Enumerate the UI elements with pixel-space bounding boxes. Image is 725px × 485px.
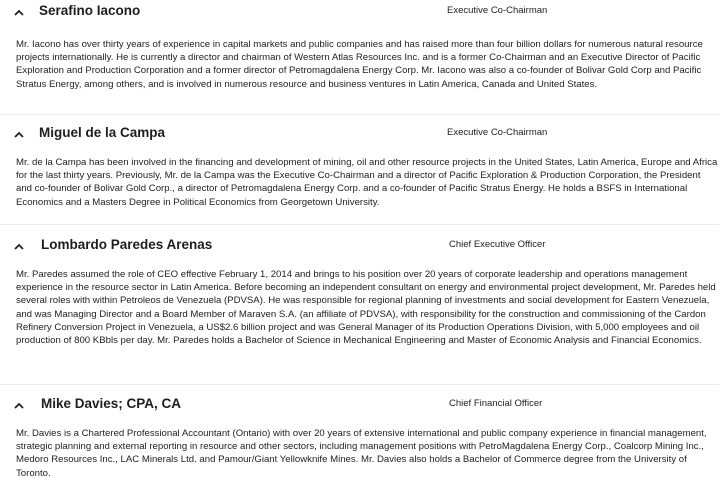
chevron-up-icon[interactable] [12,399,26,413]
executive-header[interactable] [0,0,719,30]
executive-panel-iacono [0,0,719,90]
divider [0,114,719,115]
executive-title: Executive Co-Chairman [447,127,548,138]
divider [0,224,719,225]
executive-header[interactable] [0,234,719,264]
executive-bio: Mr. de la Campa has been involved in the financing and development of mining, oil and other resource projects in the United States, Latin America, Europe and Africa for the last thirty years. Previously, Mr. de la Campa was the Executive Co-Chairman and a director of Pacific Exploration & Production Corporation, the President and co-founder of Bolivar Gold Corp., a director of Petromagdalena Energy Corp. and a co-founder of Pacific Stratus Energy. He holds a BSFS in International Economics and a Masters Degree in Political Economics from Georgetown University. [16,157,718,208]
executive-panel-davies [0,393,719,479]
executive-title: Executive Co-Chairman [447,5,548,16]
executive-name: Miguel de la Campa [39,125,166,140]
executive-panel-paredes [0,234,719,347]
executive-header[interactable] [0,122,719,152]
executive-bio: Mr. Paredes assumed the role of CEO effective February 1, 2014 and brings to his position over 20 years of corporate leadership and operations management experience in the resource sector in Latin America. Before becoming an independent consultant on energy and environmental project development, Mr. Paredes held several roles with within Petroleos de Venezuela (PDVSA). He was responsible for regional planning of investments and social development for Eastern Venezuela, and was Managing Director and a Board Member of Maraven S.A. (an affiliate of PDVSA), with responsibility for the construction and commissioning of the Cardon Refinery Conversion Project in Venezuela, a US$2.6 billion project and was General Manager of its Production Operations Division, with 5,000 employees and oil production of 800 KBbls per day. Mr. Paredes holds a Bachelor of Science in Mechanical Engineering and Master of Economic Analysis and Financial Economics. [16,269,716,347]
executive-title: Chief Executive Officer [449,239,546,250]
executive-name: Lombardo Paredes Arenas [41,237,213,252]
executive-header[interactable] [0,393,719,423]
executive-bio: Mr. Iacono has over thirty years of experience in capital markets and public companies and has raised more than four billion dollars for numerous natural resource projects internationally. He is currently a director and chairman of Western Atlas Resources Inc. and is a former Co-Chairman and an Executive Director of Pacific Exploration and Production Corporation and a former director of Petromagdalena Energy Corp. Mr. Iacono was also a co-founder of Bolivar Gold Corp and Pacific Stratus Energy, among others, and is involved in numerous resource and business ventures in Latin America, Canada and United States. [16,39,703,90]
executive-title: Chief Financial Officer [449,398,543,409]
executive-panel-delacampa [0,122,719,208]
executive-name: Serafino Iacono [39,3,141,18]
chevron-up-icon[interactable] [12,128,26,142]
executive-name: Mike Davies; CPA, CA [41,396,182,411]
chevron-up-icon[interactable] [12,240,26,254]
executive-bio: Mr. Davies is a Chartered Professional Accountant (Ontario) with over 20 years of extensive international and public company experience in financial management, strategic planning and external reporting in resource and other sectors, including management positions with PetroMagdalena Energy Corp., Coalcorp Mining Inc., Medoro Resources Inc., LAC Minerals Ltd. and Pamour/Giant Yellowknife Mines. Mr. Davies also holds a Bachelor of Commerce degree from the University of Toronto. [16,428,707,479]
divider [0,384,719,385]
chevron-up-icon[interactable] [12,6,26,20]
